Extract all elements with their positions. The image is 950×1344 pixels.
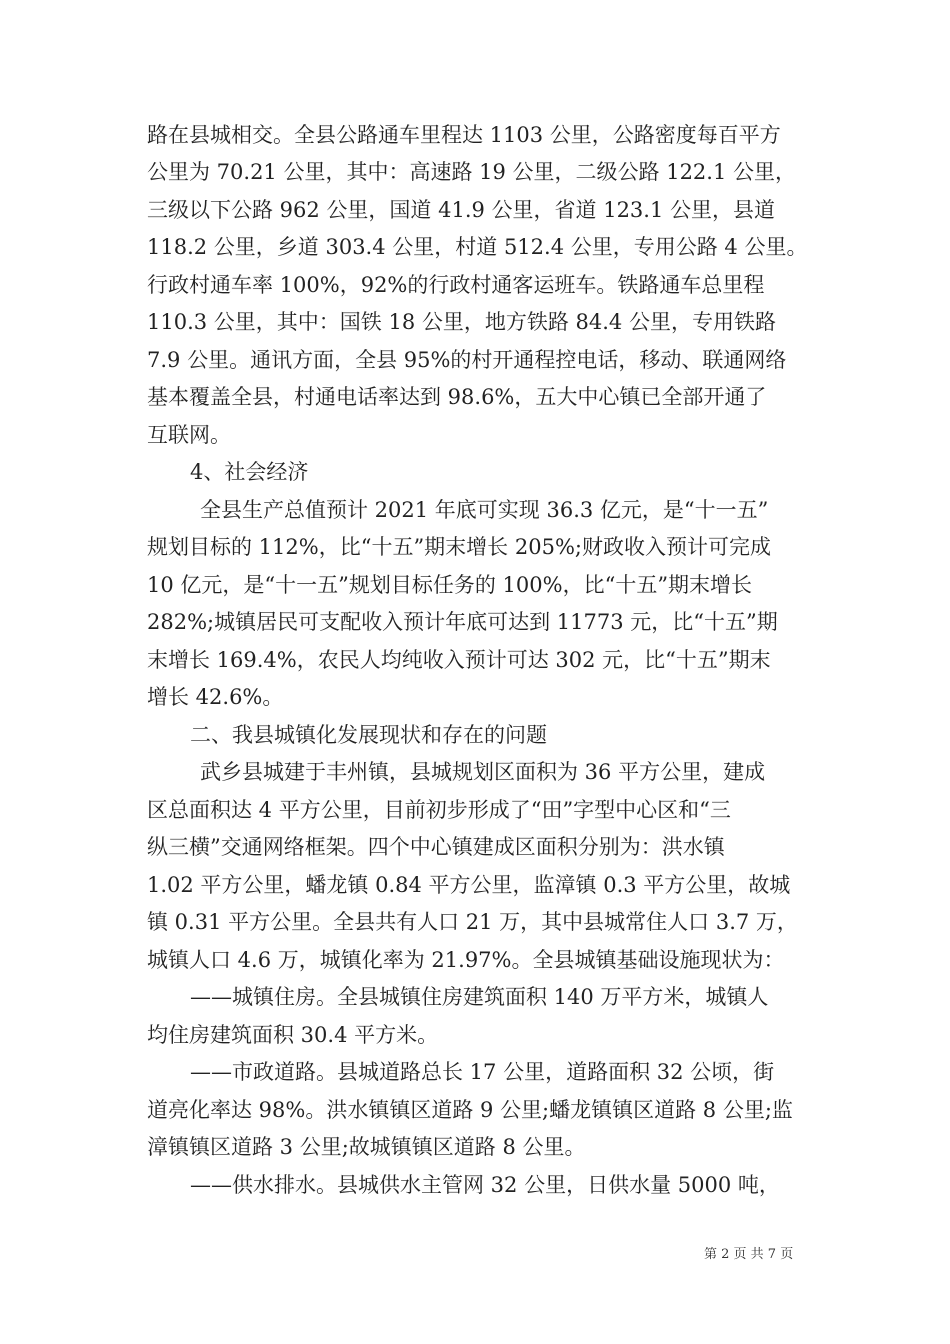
text-line: 1.02 平方公里，蟠龙镇 0.84 平方公里，监漳镇 0.3 平方公里，故城 (147, 873, 791, 897)
section-heading: 二、我县城镇化发展现状和存在的问题 (190, 723, 547, 747)
text-line: 110.3 公里，其中：国铁 18 公里，地方铁路 84.4 公里，专用铁路 (147, 310, 776, 334)
text-line: 互联网。 (147, 423, 231, 447)
text-line: 镇 0.31 平方公里。全县共有人口 21 万，其中县城常住人口 3.7 万， (147, 910, 798, 934)
text-line: ——供水排水。县城供水主管网 32 公里，日供水量 5000 吨， (190, 1173, 780, 1197)
text-line: 武乡县城建于丰州镇，县城规划区面积为 36 平方公里，建成 (200, 760, 766, 784)
page-number: 第 2 页 共 7 页 (704, 1247, 794, 1262)
text-line: ——城镇住房。全县城镇住房建筑面积 140 万平方米，城镇人 (190, 985, 769, 1009)
text-line: 纵三横”交通网络框架。四个中心镇建成区面积分别为：洪水镇 (147, 835, 725, 859)
text-line: 城镇人口 4.6 万，城镇化率为 21.97%。全县城镇基础设施现状为： (147, 948, 785, 972)
text-line: 三级以下公路 962 公里，国道 41.9 公里，省道 123.1 公里，县道 (147, 198, 776, 222)
text-line: 7.9 公里。通讯方面，全县 95%的村开通程控电话，移动、联通网络 (147, 348, 787, 372)
text-line: 末增长 169.4%，农民人均纯收入预计可达 302 元，比“十五”期末 (147, 648, 771, 672)
text-line: 282%;城镇居民可支配收入预计年底可达到 11773 元，比“十五”期 (147, 610, 778, 634)
text-line: 118.2 公里，乡道 303.4 公里，村道 512.4 公里，专用公路 4 公里。 (147, 235, 808, 259)
text-line: 10 亿元，是“十一五”规划目标任务的 100%，比“十五”期末增长 (147, 573, 753, 597)
text-line: 路在县城相交。全县公路通车里程达 1103 公里，公路密度每百平方 (147, 123, 781, 147)
text-line: 均住房建筑面积 30.4 平方米。 (147, 1023, 439, 1047)
section-heading: 4、社会经济 (190, 460, 309, 484)
text-line: 漳镇镇区道路 3 公里;故城镇镇区道路 8 公里。 (147, 1135, 586, 1159)
text-line: 公里为 70.21 公里，其中：高速路 19 公里，二级公路 122.1 公里， (147, 160, 797, 184)
text-line: 区总面积达 4 平方公里，目前初步形成了“田”字型中心区和“三 (147, 798, 731, 822)
text-line: 道亮化率达 98%。洪水镇镇区道路 9 公里;蟠龙镇镇区道路 8 公里;监 (147, 1098, 793, 1122)
text-line: 全县生产总值预计 2021 年底可实现 36.3 亿元，是“十一五” (200, 498, 769, 522)
text-line: 基本覆盖全县，村通电话率达到 98.6%，五大中心镇已全部开通了 (147, 385, 767, 409)
text-line: 规划目标的 112%，比“十五”期末增长 205%;财政收入预计可完成 (147, 535, 771, 559)
text-line: 行政村通车率 100%，92%的行政村通客运班车。铁路通车总里程 (147, 273, 765, 297)
text-line: 增长 42.6%。 (147, 685, 284, 709)
text-line: ——市政道路。县城道路总长 17 公里，道路面积 32 公顷，街 (190, 1060, 775, 1084)
